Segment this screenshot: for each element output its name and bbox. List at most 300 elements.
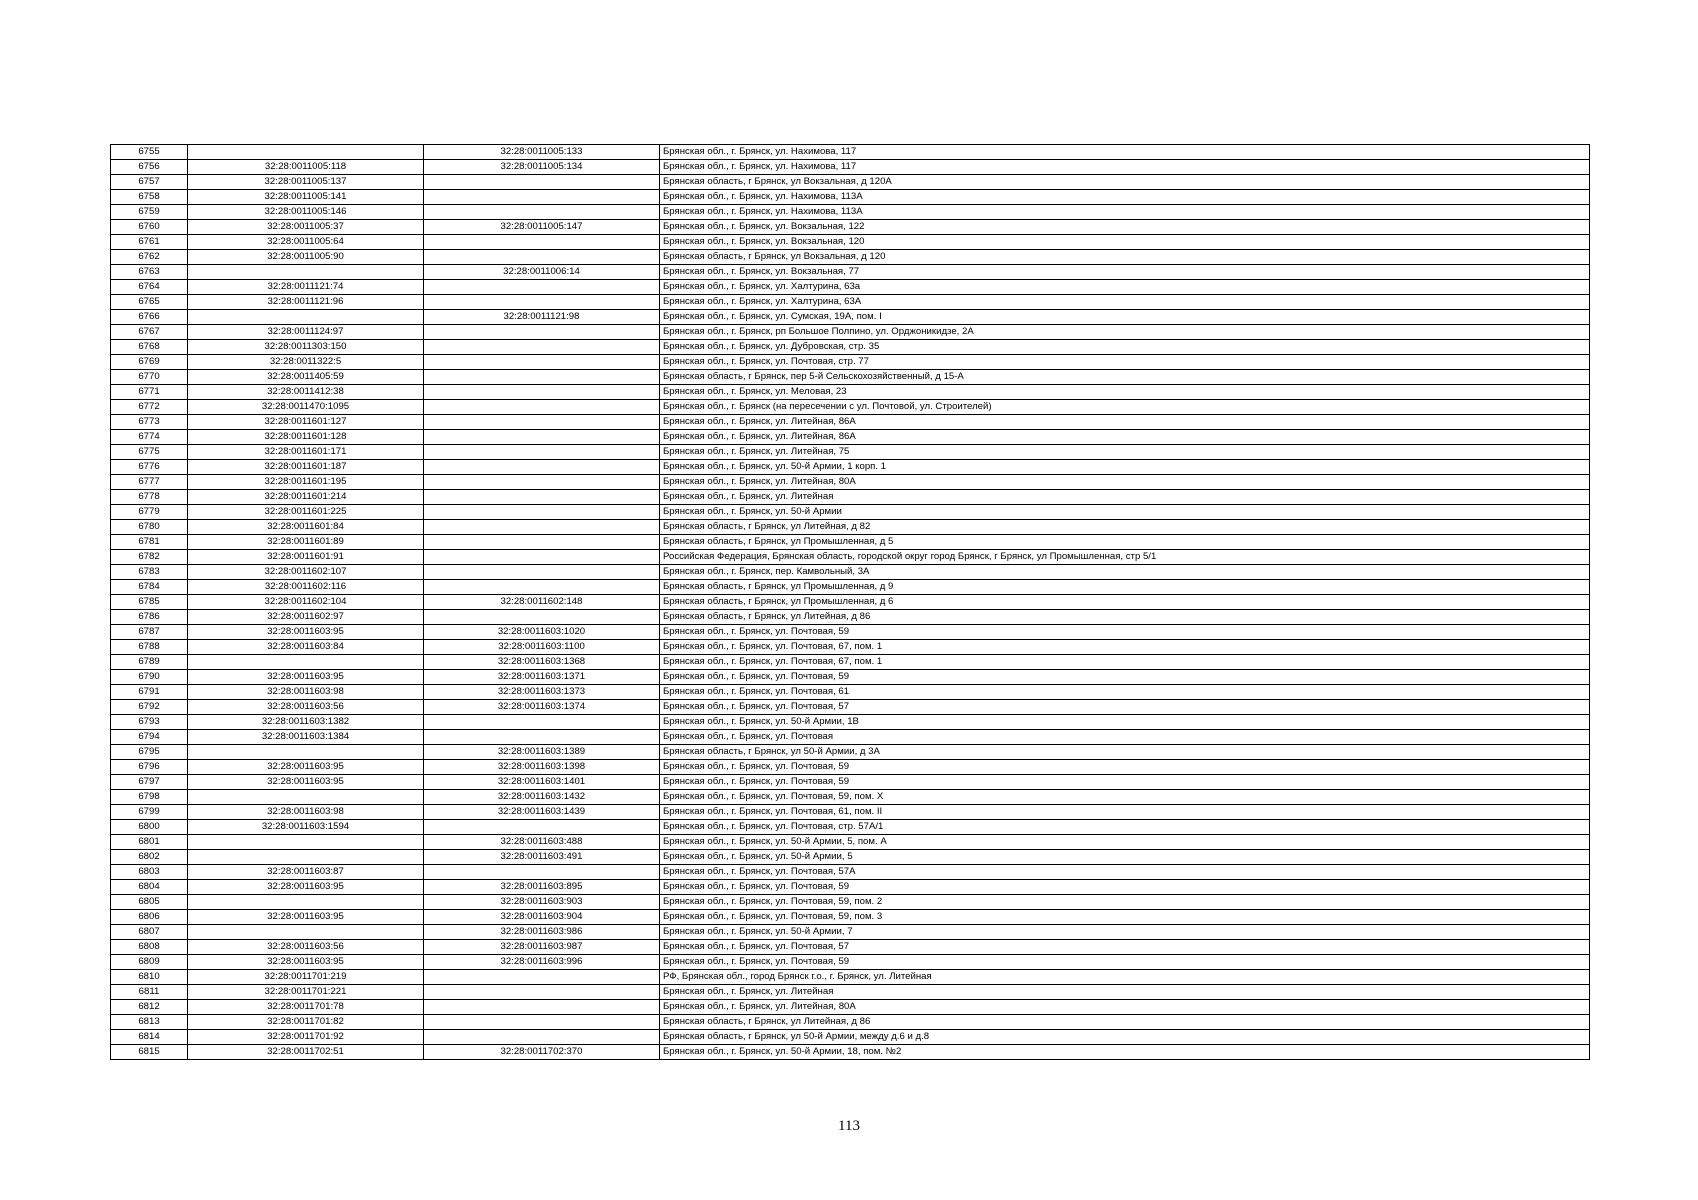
linked-cadastral-number-cell <box>424 1000 660 1015</box>
address-cell: Брянская область, г Брянск, ул Литейная, д 86 <box>660 610 1590 625</box>
address-cell: Брянская обл., г. Брянск, ул. Литейная, 80А <box>660 1000 1590 1015</box>
linked-cadastral-number-cell: 32:28:0011603:1371 <box>424 670 660 685</box>
table-row <box>111 715 1590 730</box>
linked-cadastral-number-cell <box>424 460 660 475</box>
cadastral-number-cell <box>188 145 424 160</box>
address-cell: Брянская обл., г. Брянск, ул. Литейная, 86А <box>660 415 1590 430</box>
linked-cadastral-number-cell: 32:28:0011603:488 <box>424 835 660 850</box>
linked-cadastral-number-cell <box>424 280 660 295</box>
cadastral-number-cell: 32:28:0011603:95 <box>188 955 424 970</box>
address-cell: Брянская обл., г. Брянск, ул. Почтовая, 67, пом. 1 <box>660 640 1590 655</box>
cadastral-number-cell: 32:28:0011005:37 <box>188 220 424 235</box>
cadastral-number-cell: 32:28:0011602:97 <box>188 610 424 625</box>
table-row <box>111 340 1590 355</box>
address-cell: Брянская обл., г. Брянск, ул. Вокзальная, 120 <box>660 235 1590 250</box>
address-cell: Брянская обл., г. Брянск, ул. Литейная, 86А <box>660 430 1590 445</box>
linked-cadastral-number-cell <box>424 730 660 745</box>
cadastral-number-cell <box>188 850 424 865</box>
address-cell: Брянская обл., г. Брянск, ул. Сумская, 19А, пом. I <box>660 310 1590 325</box>
address-cell: Брянская область, г Брянск, ул Промышленная, д 9 <box>660 580 1590 595</box>
cadastral-number-cell: 32:28:0011602:104 <box>188 595 424 610</box>
table-row <box>111 1000 1590 1015</box>
linked-cadastral-number-cell <box>424 715 660 730</box>
address-cell: Брянская обл., г. Брянск, ул. Нахимова, 117 <box>660 160 1590 175</box>
table-row <box>111 415 1590 430</box>
linked-cadastral-number-cell: 32:28:0011603:1401 <box>424 775 660 790</box>
row-number-cell: 6769 <box>111 355 188 370</box>
cadastral-number-cell: 32:28:0011602:116 <box>188 580 424 595</box>
linked-cadastral-number-cell <box>424 370 660 385</box>
cadastral-number-cell: 32:28:0011603:56 <box>188 940 424 955</box>
row-number-cell: 6812 <box>111 1000 188 1015</box>
row-number-cell: 6775 <box>111 445 188 460</box>
cadastral-number-cell <box>188 925 424 940</box>
row-number-cell: 6797 <box>111 775 188 790</box>
linked-cadastral-number-cell <box>424 340 660 355</box>
address-cell: Брянская обл., г. Брянск, ул. 50-й Армии <box>660 505 1590 520</box>
table-row <box>111 745 1590 760</box>
cadastral-number-cell: 32:28:0011601:127 <box>188 415 424 430</box>
row-number-cell: 6790 <box>111 670 188 685</box>
table-row <box>111 175 1590 190</box>
linked-cadastral-number-cell <box>424 295 660 310</box>
row-number-cell: 6763 <box>111 265 188 280</box>
linked-cadastral-number-cell <box>424 475 660 490</box>
address-cell: Брянская область, г Брянск, ул Литейная, д 86 <box>660 1015 1590 1030</box>
row-number-cell: 6794 <box>111 730 188 745</box>
address-cell: Брянская область, г Брянск, ул Вокзальная, д 120 <box>660 250 1590 265</box>
cadastral-number-cell <box>188 790 424 805</box>
cadastral-number-cell: 32:28:0011603:95 <box>188 775 424 790</box>
table-row <box>111 445 1590 460</box>
table-row <box>111 1030 1590 1045</box>
linked-cadastral-number-cell <box>424 1015 660 1030</box>
table-row <box>111 940 1590 955</box>
row-number-cell: 6809 <box>111 955 188 970</box>
linked-cadastral-number-cell <box>424 175 660 190</box>
table-row <box>111 820 1590 835</box>
cadastral-number-cell: 32:28:0011603:84 <box>188 640 424 655</box>
row-number-cell: 6800 <box>111 820 188 835</box>
table-row <box>111 910 1590 925</box>
address-cell: Брянская обл., г. Брянск, ул. Литейная <box>660 985 1590 1000</box>
address-cell: Брянская обл., г. Брянск, ул. Нахимова, 113А <box>660 190 1590 205</box>
linked-cadastral-number-cell <box>424 610 660 625</box>
cadastral-number-cell: 32:28:0011601:171 <box>188 445 424 460</box>
table-row <box>111 310 1590 325</box>
row-number-cell: 6772 <box>111 400 188 415</box>
address-cell: Брянская область, г Брянск, ул Литейная, д 82 <box>660 520 1590 535</box>
linked-cadastral-number-cell: 32:28:0011603:1020 <box>424 625 660 640</box>
address-cell: Брянская обл., г. Брянск, пер. Камвольный, 3А <box>660 565 1590 580</box>
cadastral-number-cell: 32:28:0011603:95 <box>188 670 424 685</box>
table-row <box>111 970 1590 985</box>
address-cell: Брянская область, г Брянск, ул Промышленная, д 5 <box>660 535 1590 550</box>
cadastral-number-cell: 32:28:0011601:187 <box>188 460 424 475</box>
row-number-cell: 6768 <box>111 340 188 355</box>
linked-cadastral-number-cell: 32:28:0011602:148 <box>424 595 660 610</box>
row-number-cell: 6788 <box>111 640 188 655</box>
linked-cadastral-number-cell <box>424 400 660 415</box>
linked-cadastral-number-cell <box>424 535 660 550</box>
linked-cadastral-number-cell: 32:28:0011603:1100 <box>424 640 660 655</box>
address-cell: Брянская обл., г. Брянск, ул. Вокзальная, 77 <box>660 265 1590 280</box>
cadastral-number-cell: 32:28:0011601:195 <box>188 475 424 490</box>
cadastral-number-cell: 32:28:0011701:221 <box>188 985 424 1000</box>
address-cell: Брянская область, г Брянск, ул Промышленная, д 6 <box>660 595 1590 610</box>
address-cell: Брянская обл., г. Брянск, ул. Почтовая, 59 <box>660 670 1590 685</box>
row-number-cell: 6792 <box>111 700 188 715</box>
table-row <box>111 955 1590 970</box>
table-row <box>111 490 1590 505</box>
table-row <box>111 850 1590 865</box>
table-row <box>111 295 1590 310</box>
address-cell: Брянская обл., г. Брянск, ул. Почтовая, 57 <box>660 940 1590 955</box>
linked-cadastral-number-cell: 32:28:0011603:1374 <box>424 700 660 715</box>
cadastral-number-cell <box>188 265 424 280</box>
row-number-cell: 6807 <box>111 925 188 940</box>
address-cell: Брянская обл., г. Брянск, ул. Литейная, 80А <box>660 475 1590 490</box>
table-row <box>111 655 1590 670</box>
row-number-cell: 6782 <box>111 550 188 565</box>
address-cell: Брянская область, г Брянск, ул 50-й Армии, д 3А <box>660 745 1590 760</box>
table-row <box>111 565 1590 580</box>
address-cell: Брянская обл., г. Брянск, ул. Почтовая, 61 <box>660 685 1590 700</box>
table-row <box>111 985 1590 1000</box>
table-row <box>111 205 1590 220</box>
linked-cadastral-number-cell: 32:28:0011603:996 <box>424 955 660 970</box>
linked-cadastral-number-cell: 32:28:0011603:987 <box>424 940 660 955</box>
linked-cadastral-number-cell <box>424 355 660 370</box>
linked-cadastral-number-cell: 32:28:0011603:1439 <box>424 805 660 820</box>
row-number-cell: 6765 <box>111 295 188 310</box>
address-cell: Брянская обл., г. Брянск, ул. Литейная, 75 <box>660 445 1590 460</box>
cadastral-number-cell: 32:28:0011603:87 <box>188 865 424 880</box>
cadastral-number-cell: 32:28:0011121:74 <box>188 280 424 295</box>
row-number-cell: 6756 <box>111 160 188 175</box>
row-number-cell: 6815 <box>111 1045 188 1060</box>
linked-cadastral-number-cell <box>424 985 660 1000</box>
table-row <box>111 925 1590 940</box>
cadastral-number-cell: 32:28:0011005:118 <box>188 160 424 175</box>
address-cell: Брянская обл., г. Брянск, ул. Почтовая, 59 <box>660 775 1590 790</box>
row-number-cell: 6781 <box>111 535 188 550</box>
row-number-cell: 6801 <box>111 835 188 850</box>
table-row <box>111 400 1590 415</box>
table-row <box>111 325 1590 340</box>
row-number-cell: 6758 <box>111 190 188 205</box>
row-number-cell: 6808 <box>111 940 188 955</box>
row-number-cell: 6806 <box>111 910 188 925</box>
table-row <box>111 235 1590 250</box>
linked-cadastral-number-cell: 32:28:0011121:98 <box>424 310 660 325</box>
row-number-cell: 6798 <box>111 790 188 805</box>
table-row <box>111 460 1590 475</box>
cadastral-number-cell: 32:28:0011603:98 <box>188 805 424 820</box>
row-number-cell: 6766 <box>111 310 188 325</box>
row-number-cell: 6779 <box>111 505 188 520</box>
address-cell: Брянская обл., г. Брянск (на пересечении с ул. Почтовой, ул. Строителей) <box>660 400 1590 415</box>
linked-cadastral-number-cell <box>424 415 660 430</box>
row-number-cell: 6787 <box>111 625 188 640</box>
cadastral-number-cell: 32:28:0011303:150 <box>188 340 424 355</box>
row-number-cell: 6791 <box>111 685 188 700</box>
address-cell: Брянская обл., г. Брянск, ул. Почтовая, стр. 57А/1 <box>660 820 1590 835</box>
address-cell: Брянская область, г Брянск, пер 5-й Сельскохозяйственный, д 15-А <box>660 370 1590 385</box>
cadastral-number-cell: 32:28:0011405:59 <box>188 370 424 385</box>
row-number-cell: 6761 <box>111 235 188 250</box>
address-cell: Брянская обл., г. Брянск, ул. Халтурина, 63а <box>660 280 1590 295</box>
linked-cadastral-number-cell: 32:28:0011005:133 <box>424 145 660 160</box>
address-cell: Брянская область, г Брянск, ул 50-й Армии, между д.6 и д.8 <box>660 1030 1590 1045</box>
linked-cadastral-number-cell <box>424 490 660 505</box>
table-row <box>111 625 1590 640</box>
table-row <box>111 775 1590 790</box>
table-row <box>111 430 1590 445</box>
table-row <box>111 250 1590 265</box>
linked-cadastral-number-cell: 32:28:0011603:1373 <box>424 685 660 700</box>
table-row <box>111 805 1590 820</box>
address-cell: Брянская обл., г. Брянск, ул. Почтовая, 57 <box>660 700 1590 715</box>
row-number-cell: 6803 <box>111 865 188 880</box>
row-number-cell: 6810 <box>111 970 188 985</box>
row-number-cell: 6757 <box>111 175 188 190</box>
address-cell: Брянская обл., г. Брянск, ул. Почтовая, 59, пом. 2 <box>660 895 1590 910</box>
row-number-cell: 6776 <box>111 460 188 475</box>
row-number-cell: 6764 <box>111 280 188 295</box>
row-number-cell: 6778 <box>111 490 188 505</box>
linked-cadastral-number-cell <box>424 580 660 595</box>
table-row <box>111 280 1590 295</box>
linked-cadastral-number-cell <box>424 235 660 250</box>
cadastral-number-cell <box>188 895 424 910</box>
cadastral-number-cell <box>188 655 424 670</box>
row-number-cell: 6789 <box>111 655 188 670</box>
linked-cadastral-number-cell: 32:28:0011603:1368 <box>424 655 660 670</box>
linked-cadastral-number-cell <box>424 970 660 985</box>
address-cell: Брянская обл., г. Брянск, ул. Халтурина, 63А <box>660 295 1590 310</box>
address-cell: Брянская обл., г. Брянск, ул. Почтовая, 59, пом. 3 <box>660 910 1590 925</box>
table-row <box>111 685 1590 700</box>
cadastral-number-cell: 32:28:0011601:91 <box>188 550 424 565</box>
row-number-cell: 6796 <box>111 760 188 775</box>
address-cell: Брянская обл., г. Брянск, ул. Почтовая, 67, пом. 1 <box>660 655 1590 670</box>
table-row <box>111 790 1590 805</box>
row-number-cell: 6786 <box>111 610 188 625</box>
address-cell: Брянская обл., г. Брянск, ул. Почтовая <box>660 730 1590 745</box>
cadastral-number-cell: 32:28:0011005:137 <box>188 175 424 190</box>
row-number-cell: 6802 <box>111 850 188 865</box>
linked-cadastral-number-cell <box>424 445 660 460</box>
row-number-cell: 6755 <box>111 145 188 160</box>
table-row <box>111 145 1590 160</box>
address-cell: Брянская обл., г. Брянск, ул. Почтовая, 61, пом. II <box>660 805 1590 820</box>
cadastral-number-cell: 32:28:0011124:97 <box>188 325 424 340</box>
row-number-cell: 6799 <box>111 805 188 820</box>
address-cell: Брянская обл., г. Брянск, ул. Нахимова, 117 <box>660 145 1590 160</box>
cadastral-number-cell: 32:28:0011005:64 <box>188 235 424 250</box>
registry-table-body <box>111 145 1590 1060</box>
cadastral-number-cell: 32:28:0011121:96 <box>188 295 424 310</box>
table-row <box>111 370 1590 385</box>
cadastral-number-cell: 32:28:0011702:51 <box>188 1045 424 1060</box>
linked-cadastral-number-cell <box>424 865 660 880</box>
table-row <box>111 880 1590 895</box>
row-number-cell: 6805 <box>111 895 188 910</box>
address-cell: Брянская область, г Брянск, ул Вокзальная, д 120А <box>660 175 1590 190</box>
linked-cadastral-number-cell <box>424 820 660 835</box>
linked-cadastral-number-cell: 32:28:0011005:147 <box>424 220 660 235</box>
row-number-cell: 6804 <box>111 880 188 895</box>
cadastral-number-cell: 32:28:0011603:95 <box>188 625 424 640</box>
table-row <box>111 865 1590 880</box>
row-number-cell: 6759 <box>111 205 188 220</box>
address-cell: Брянская обл., г. Брянск, ул. Почтовая, стр. 77 <box>660 355 1590 370</box>
address-cell: Брянская обл., г. Брянск, ул. Почтовая, 59, пом. X <box>660 790 1590 805</box>
address-cell: РФ, Брянская обл., город Брянск г.о., г. Брянск, ул. Литейная <box>660 970 1590 985</box>
table-row <box>111 895 1590 910</box>
linked-cadastral-number-cell: 32:28:0011603:895 <box>424 880 660 895</box>
linked-cadastral-number-cell <box>424 325 660 340</box>
cadastral-number-cell: 32:28:0011603:56 <box>188 700 424 715</box>
linked-cadastral-number-cell <box>424 190 660 205</box>
linked-cadastral-number-cell: 32:28:0011603:903 <box>424 895 660 910</box>
table-row <box>111 475 1590 490</box>
table-row <box>111 535 1590 550</box>
table-row <box>111 220 1590 235</box>
linked-cadastral-number-cell: 32:28:0011006:14 <box>424 265 660 280</box>
table-row <box>111 1015 1590 1030</box>
linked-cadastral-number-cell: 32:28:0011603:904 <box>424 910 660 925</box>
linked-cadastral-number-cell: 32:28:0011005:134 <box>424 160 660 175</box>
linked-cadastral-number-cell: 32:28:0011702:370 <box>424 1045 660 1060</box>
table-row <box>111 580 1590 595</box>
address-cell: Брянская обл., г. Брянск, ул. Вокзальная, 122 <box>660 220 1590 235</box>
row-number-cell: 6771 <box>111 385 188 400</box>
linked-cadastral-number-cell: 32:28:0011603:1432 <box>424 790 660 805</box>
address-cell: Брянская обл., г. Брянск, ул. 50-й Армии, 5 <box>660 850 1590 865</box>
table-row <box>111 640 1590 655</box>
address-cell: Брянская обл., г. Брянск, ул. Почтовая, 57А <box>660 865 1590 880</box>
cadastral-number-cell: 32:28:0011601:89 <box>188 535 424 550</box>
table-row <box>111 700 1590 715</box>
table-row <box>111 595 1590 610</box>
row-number-cell: 6777 <box>111 475 188 490</box>
address-cell: Брянская обл., г. Брянск, ул. Почтовая, 59 <box>660 880 1590 895</box>
cadastral-number-cell: 32:28:0011603:1384 <box>188 730 424 745</box>
cadastral-number-cell: 32:28:0011603:1382 <box>188 715 424 730</box>
cadastral-number-cell: 32:28:0011701:82 <box>188 1015 424 1030</box>
linked-cadastral-number-cell <box>424 565 660 580</box>
linked-cadastral-number-cell: 32:28:0011603:491 <box>424 850 660 865</box>
registry-sheet <box>110 144 1589 1060</box>
address-cell: Брянская обл., г. Брянск, ул. 50-й Армии, 7 <box>660 925 1590 940</box>
linked-cadastral-number-cell: 32:28:0011603:1389 <box>424 745 660 760</box>
cadastral-number-cell <box>188 835 424 850</box>
table-row <box>111 730 1590 745</box>
row-number-cell: 6813 <box>111 1015 188 1030</box>
table-row <box>111 385 1590 400</box>
cadastral-number-cell: 32:28:0011322:5 <box>188 355 424 370</box>
cadastral-number-cell: 32:28:0011601:128 <box>188 430 424 445</box>
row-number-cell: 6811 <box>111 985 188 1000</box>
row-number-cell: 6783 <box>111 565 188 580</box>
row-number-cell: 6774 <box>111 430 188 445</box>
table-row <box>111 670 1590 685</box>
cadastral-number-cell: 32:28:0011601:214 <box>188 490 424 505</box>
cadastral-number-cell <box>188 745 424 760</box>
address-cell: Брянская обл., г. Брянск, ул. Нахимова, 113А <box>660 205 1590 220</box>
table-row <box>111 610 1590 625</box>
registry-table <box>110 144 1590 1060</box>
address-cell: Брянская обл., г. Брянск, ул. Литейная <box>660 490 1590 505</box>
table-row <box>111 265 1590 280</box>
cadastral-number-cell: 32:28:0011601:225 <box>188 505 424 520</box>
row-number-cell: 6770 <box>111 370 188 385</box>
address-cell: Брянская обл., г. Брянск, ул. Почтовая, 59 <box>660 760 1590 775</box>
row-number-cell: 6760 <box>111 220 188 235</box>
cadastral-number-cell: 32:28:0011602:107 <box>188 565 424 580</box>
linked-cadastral-number-cell: 32:28:0011603:1398 <box>424 760 660 775</box>
address-cell: Брянская обл., г. Брянск, ул. Меловая, 23 <box>660 385 1590 400</box>
cadastral-number-cell: 32:28:0011701:92 <box>188 1030 424 1045</box>
cadastral-number-cell: 32:28:0011005:141 <box>188 190 424 205</box>
row-number-cell: 6795 <box>111 745 188 760</box>
address-cell: Брянская обл., г. Брянск, рп Большое Полпино, ул. Орджоникидзе, 2А <box>660 325 1590 340</box>
cadastral-number-cell: 32:28:0011005:146 <box>188 205 424 220</box>
table-row <box>111 520 1590 535</box>
cadastral-number-cell: 32:28:0011603:1594 <box>188 820 424 835</box>
cadastral-number-cell: 32:28:0011005:90 <box>188 250 424 265</box>
linked-cadastral-number-cell <box>424 520 660 535</box>
row-number-cell: 6762 <box>111 250 188 265</box>
address-cell: Брянская обл., г. Брянск, ул. Дубровская, стр. 35 <box>660 340 1590 355</box>
cadastral-number-cell: 32:28:0011603:95 <box>188 910 424 925</box>
table-row <box>111 760 1590 775</box>
address-cell: Брянская обл., г. Брянск, ул. Почтовая, 59 <box>660 625 1590 640</box>
table-row <box>111 1045 1590 1060</box>
row-number-cell: 6780 <box>111 520 188 535</box>
row-number-cell: 6814 <box>111 1030 188 1045</box>
cadastral-number-cell: 32:28:0011603:98 <box>188 685 424 700</box>
address-cell: Брянская обл., г. Брянск, ул. 50-й Армии, 1 корп. 1 <box>660 460 1590 475</box>
row-number-cell: 6767 <box>111 325 188 340</box>
linked-cadastral-number-cell <box>424 430 660 445</box>
linked-cadastral-number-cell <box>424 385 660 400</box>
table-row <box>111 190 1590 205</box>
linked-cadastral-number-cell <box>424 205 660 220</box>
address-cell: Российская Федерация, Брянская область, городской округ город Брянск, г Брянск, ул Промышленная, стр 5/1 <box>660 550 1590 565</box>
cadastral-number-cell: 32:28:0011603:95 <box>188 880 424 895</box>
linked-cadastral-number-cell <box>424 1030 660 1045</box>
cadastral-number-cell: 32:28:0011701:219 <box>188 970 424 985</box>
row-number-cell: 6773 <box>111 415 188 430</box>
table-row <box>111 160 1590 175</box>
cadastral-number-cell: 32:28:0011603:95 <box>188 760 424 775</box>
table-row <box>111 355 1590 370</box>
cadastral-number-cell: 32:28:0011412:38 <box>188 385 424 400</box>
page-number: 113 <box>838 1118 860 1134</box>
address-cell: Брянская обл., г. Брянск, ул. 50-й Армии, 18, пом. №2 <box>660 1045 1590 1060</box>
address-cell: Брянская обл., г. Брянск, ул. Почтовая, 59 <box>660 955 1590 970</box>
linked-cadastral-number-cell <box>424 505 660 520</box>
row-number-cell: 6793 <box>111 715 188 730</box>
row-number-cell: 6785 <box>111 595 188 610</box>
address-cell: Брянская обл., г. Брянск, ул. 50-й Армии, 5, пом. А <box>660 835 1590 850</box>
cadastral-number-cell: 32:28:0011601:84 <box>188 520 424 535</box>
cadastral-number-cell: 32:28:0011701:78 <box>188 1000 424 1015</box>
table-row <box>111 550 1590 565</box>
